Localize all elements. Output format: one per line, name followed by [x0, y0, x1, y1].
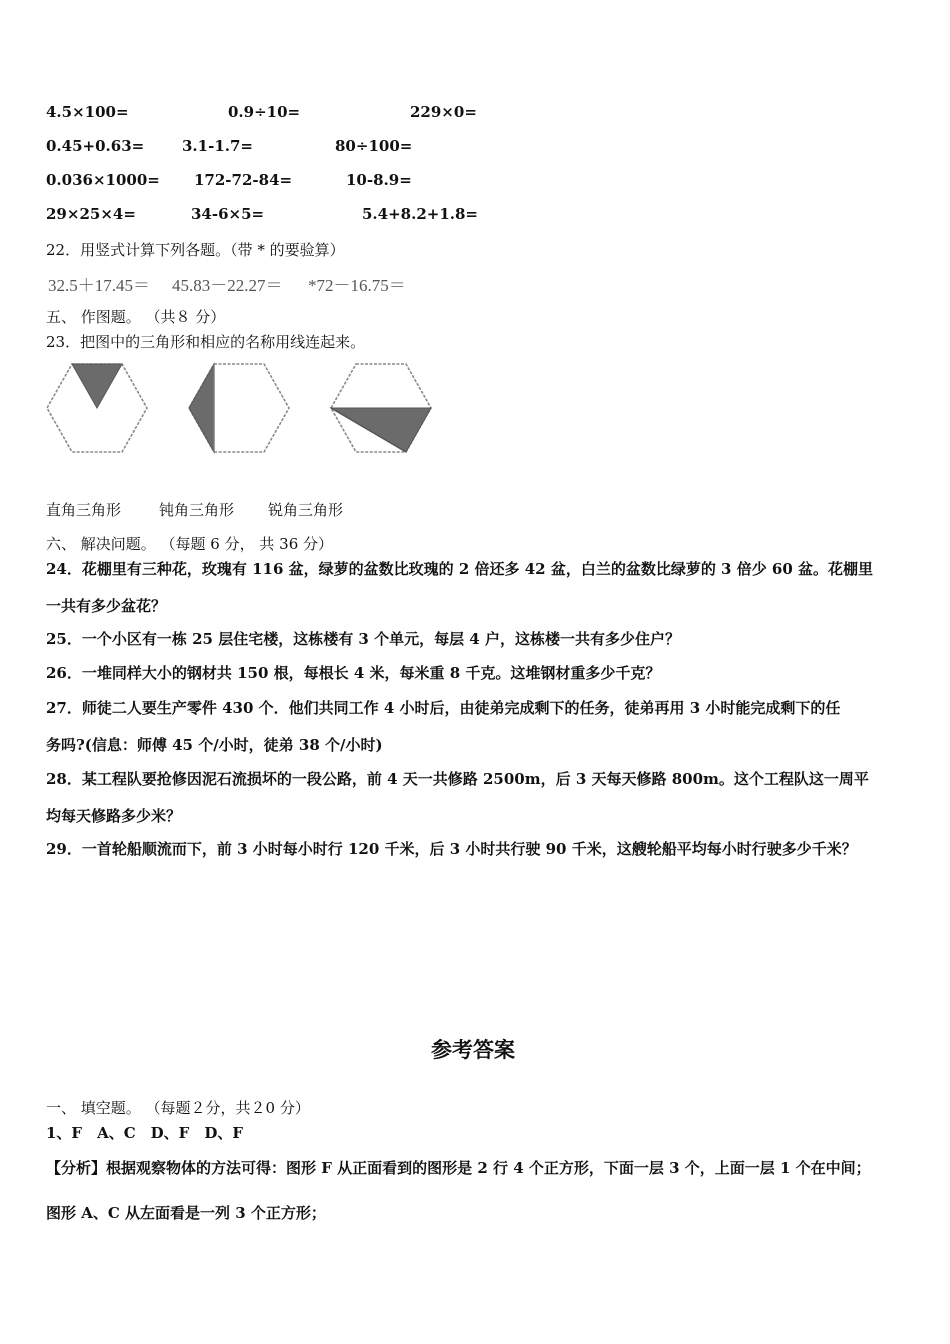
q26: 26．一堆同样大小的钢材共 150 根，每根长 4 米，每米重 8 千克。这堆钢材重多少千克？ [46, 664, 661, 682]
oral-calc-2-1: 0.45+0.63= [46, 137, 145, 155]
shaded-triangle-3 [331, 408, 431, 452]
triangle-name-right: 直角三角形 [46, 501, 122, 519]
hexagon-figure-1 [47, 364, 147, 452]
q24-line-2: 一共有多少盆花？ [46, 597, 167, 615]
q27-line-2: 务吗?(信息：师傅 45 个/小时，徒弟 38 个/小时) [46, 736, 383, 754]
q23-text: 23．把图中的三角形和相应的名称用线连起来。 [46, 333, 366, 351]
oral-calc-3-3: 10-8.9= [346, 171, 412, 189]
section-5-title: 五、 作图题。 （共８ 分） [46, 308, 226, 326]
q27-line-1: 27．师徒二人要生产零件 430 个．他们共同工作 4 小时后，由徒弟完成剩下的任务，徒弟再用 3 小时能完成剩下的任 [46, 699, 841, 717]
q22-title: 22．用竖式计算下列各题。（带 * 的要验算） [46, 241, 345, 259]
triangle-name-obtuse: 钝角三角形 [159, 501, 235, 519]
oral-calc-4-3: 5.4+8.2+1.8= [362, 205, 478, 223]
shaded-triangle-1 [72, 364, 122, 408]
hexagon-figure-3 [331, 364, 431, 452]
oral-calc-1-3: 229×0= [410, 103, 477, 121]
oral-calc-4-1: 29×25×4= [46, 205, 136, 223]
q22-item-2: 45.83－22.27＝ [172, 276, 283, 295]
q22-item-1: 32.5＋17.45＝ [48, 276, 150, 295]
answer-analysis-line-2: 图形 A、C 从左面看是一列 3 个正方形； [46, 1204, 326, 1222]
q25: 25．一个小区有一栋 25 层住宅楼，这栋楼有 3 个单元，每层 4 户，这栋楼一共有多少住户？ [46, 630, 680, 648]
answer-q1: 1、F A、C D、F D、F [46, 1124, 243, 1142]
q28-line-1: 28．某工程队要抢修因泥石流损坏的一段公路，前 4 天一共修路 2500m，后 3 天每天修路 800m。这个工程队这一周平 [46, 770, 869, 788]
q24-line-1: 24．花棚里有三种花，玫瑰有 116 盆，绿萝的盆数比玫瑰的 2 倍还多 42 盆，白兰的盆数比绿萝的 3 倍少 60 盆。花棚里 [46, 560, 874, 578]
q29: 29．一首轮船顺流而下，前 3 小时每小时行 120 千米，后 3 小时共行驶 90 千米，这艘轮船平均每小时行驶多少千米？ [46, 840, 857, 858]
section-6-title: 六、 解决问题。 （每题 6 分， 共 36 分） [46, 535, 334, 553]
q22-item-3: *72－16.75＝ [308, 276, 406, 295]
hexagon-figures [46, 360, 446, 460]
oral-calc-3-2: 172-72-84= [194, 171, 293, 189]
hexagon-figure-2 [189, 364, 289, 452]
shaded-triangle-2 [189, 364, 214, 452]
oral-calc-1-1: 4.5×100= [46, 103, 129, 121]
answers-section-1: 一、 填空题。 （每题２分，共２0 分） [46, 1099, 310, 1117]
answers-heading: 参考答案 [431, 1037, 515, 1062]
oral-calc-1-2: 0.9÷10= [228, 103, 301, 121]
oral-calc-3-1: 0.036×1000= [46, 171, 160, 189]
answer-analysis-line-1: 【分析】根据观察物体的方法可得：图形 F 从正面看到的图形是 2 行 4 个正方形，下面一层 3 个，上面一层 1 个在中间； [46, 1159, 871, 1177]
oral-calc-2-2: 3.1-1.7= [182, 137, 253, 155]
q28-line-2: 均每天修路多少米？ [46, 807, 182, 825]
triangle-name-acute: 锐角三角形 [268, 501, 344, 519]
oral-calc-4-2: 34-6×5= [191, 205, 265, 223]
oral-calc-2-3: 80÷100= [335, 137, 413, 155]
